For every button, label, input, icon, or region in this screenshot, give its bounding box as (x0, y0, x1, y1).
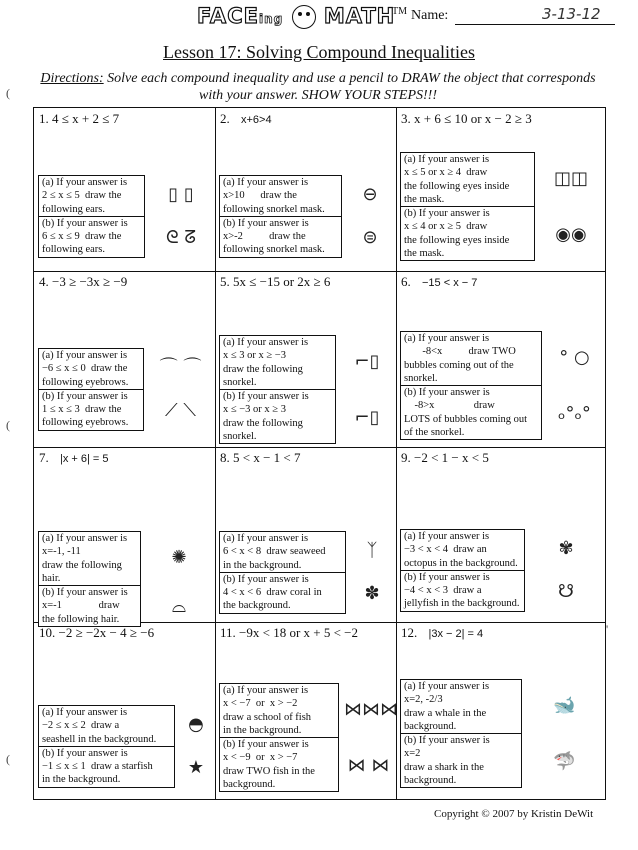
problem-cell-10 (37, 623, 212, 798)
problem-number: 5. (220, 274, 230, 289)
answer-option-line: x=2, -2/3 (404, 694, 443, 706)
problem-cell-2 (218, 109, 393, 270)
whale-icon: 🐋 (553, 695, 576, 717)
answer-option-line: (a) If your answer is (223, 337, 309, 348)
many-bubbles-icon: ₒ°ₒ° (558, 402, 591, 424)
name-field-line[interactable] (455, 24, 615, 25)
answer-option-line: snorkel. (223, 376, 257, 388)
answer-option-line: 1 ≤ x ≤ 3 draw the (42, 404, 122, 416)
copyright: Copyright © 2007 by Kristin DeWit (434, 808, 594, 820)
handwritten-equation: −15 < x − 7 (422, 277, 478, 289)
snorkel-mask-icon: ⊖ (362, 184, 378, 206)
problem-statement (39, 625, 162, 641)
answer-option-a (220, 684, 338, 737)
answer-option-b (220, 737, 338, 791)
answer-option-line: following ears. (42, 203, 105, 215)
problem-equation: −9x < 18 or x + 5 < −2 (239, 625, 359, 640)
answer-option-line: (b) If your answer is (42, 390, 128, 402)
answer-options-box (38, 705, 175, 788)
answer-option-line: (b) If your answer is (42, 747, 128, 759)
answer-option-line: octopus in the background. (404, 557, 518, 569)
answer-option-line: (b) If your answer is (223, 391, 309, 403)
answer-option-line: x=-1, -11 (42, 546, 81, 558)
answer-options-box (38, 175, 145, 258)
answer-option-line: (a) If your answer is (404, 333, 490, 344)
answer-option-line: hair. (42, 572, 61, 584)
answer-option-line: draw a school of fish (223, 711, 312, 723)
answer-option-line: (b) If your answer is (223, 573, 309, 585)
problem-number: 8. (220, 450, 230, 465)
answer-option-line: 6 < x < 8 draw seaweed (223, 546, 326, 558)
curly-hair-icon: ⌓ (171, 596, 187, 618)
answer-option-line: x ≤ 5 or x ≥ 4 draw (404, 167, 488, 179)
answer-option-line: (a) If your answer is (223, 533, 309, 544)
answer-option-line: background. (404, 775, 457, 787)
margin-mark: ( (6, 86, 10, 100)
problem-statement (220, 625, 366, 641)
answer-option-line: (a) If your answer is (42, 533, 128, 544)
answer-option-line: 2 ≤ x ≤ 5 draw the (42, 190, 122, 202)
problem-equation: −2 < 1 − x < 5 (414, 450, 489, 465)
answer-option-line: (b) If your answer is (223, 739, 309, 751)
answer-option-b (401, 385, 541, 439)
answer-option-line: (b) If your answer is (223, 217, 309, 229)
answer-option-line: x=-1 draw (42, 600, 120, 612)
answer-option-line: draw a whale in the (404, 707, 487, 719)
answer-option-line: (b) If your answer is (404, 735, 490, 747)
answer-options-box (400, 152, 535, 261)
answer-option-line: draw the following (42, 559, 122, 571)
problem-cell-3 (399, 109, 602, 270)
directions-lead: Directions: (40, 71, 104, 86)
problem-equation: −2 ≥ −2x − 4 ≥ −6 (58, 625, 155, 640)
handwritten-equation: x+6>4 (241, 114, 272, 126)
answer-option-a (39, 176, 144, 216)
answer-option-line: -8>x draw (404, 400, 495, 412)
answer-option-line: (b) If your answer is (404, 571, 490, 583)
answer-option-b (39, 746, 174, 787)
seaweed-icon: ᛉ (366, 540, 378, 562)
answer-option-line: background. (223, 779, 276, 791)
answer-option-line: x>10 draw the (223, 190, 297, 202)
answer-options-box (219, 175, 342, 258)
smiley-face-icon (292, 5, 316, 29)
problem-cell-7 (37, 448, 212, 625)
problem-grid (33, 107, 609, 800)
answer-option-line: (b) If your answer is (404, 208, 490, 220)
problem-cell-1 (37, 109, 212, 270)
answer-option-b (401, 733, 521, 787)
answer-options-box (38, 348, 144, 431)
answer-option-line: following snorkel mask. (223, 244, 325, 256)
answer-option-a (401, 332, 541, 385)
answer-option-line: the mask. (404, 193, 445, 205)
answer-option-line: x ≤ −3 or x ≥ 3 (223, 404, 286, 416)
answer-option-a (220, 532, 345, 572)
answer-option-line: the following hair. (42, 613, 120, 625)
answer-option-line: 6 ≤ x ≤ 9 draw the (42, 231, 122, 243)
handwritten-equation: |x + 6| = 5 (60, 453, 109, 465)
problem-statement (401, 274, 477, 290)
answer-option-b (220, 572, 345, 613)
octopus-icon: ✾ (558, 538, 574, 560)
answer-option-line: −6 ≤ x ≤ 0 draw the (42, 363, 128, 375)
answer-option-b (39, 216, 144, 257)
directions-text: Solve each compound inequality and use a pencil to DRAW the object that corresponds with your answer. SHOW YOUR STEPS!!! (103, 71, 596, 103)
answer-option-line: x ≤ 4 or x ≥ 5 draw (404, 221, 488, 233)
answer-option-line: bubbles coming out of the (404, 359, 514, 371)
round-eyes-icon: ◉◉ (555, 223, 587, 245)
problem-cell-12 (399, 623, 602, 798)
starfish-icon: ★ (187, 756, 205, 778)
facing-math-logo: FACEing MATH (197, 4, 396, 28)
answer-option-a (401, 680, 521, 733)
problem-cell-11 (218, 623, 398, 798)
problem-number: 2. (220, 111, 230, 126)
answer-option-a (39, 706, 174, 746)
round-ears-icon: ᘓ ᘔ (165, 226, 197, 248)
answer-option-line: (a) If your answer is (42, 707, 128, 718)
answer-options-box (38, 531, 141, 627)
problem-number: 1. (39, 111, 49, 126)
shark-icon: 🦈 (553, 750, 576, 772)
answer-option-line: −3 < x < 4 draw an (404, 544, 487, 556)
jellyfish-icon: ☋ (558, 580, 574, 602)
answer-option-line: (a) If your answer is (223, 685, 309, 696)
answer-option-line: 4 < x < 6 draw coral in (223, 587, 322, 599)
answer-options-box (400, 331, 542, 440)
answer-option-line: draw TWO fish in the (223, 765, 315, 777)
answer-option-line: (b) If your answer is (42, 217, 128, 229)
two-bubbles-icon: ° ○ (559, 347, 590, 369)
open-eyes-icon: ◫◫ (553, 168, 588, 190)
problem-statement (220, 274, 338, 290)
problem-statement (220, 111, 272, 127)
problem-equation: −3 ≥ −3x ≥ −9 (52, 274, 128, 289)
answer-option-line: in the background. (223, 559, 302, 571)
answer-option-line: following snorkel mask. (223, 203, 325, 215)
answer-option-line: (a) If your answer is (404, 531, 490, 542)
answer-option-line: (a) If your answer is (404, 154, 490, 165)
problem-cell-5 (218, 272, 393, 446)
answer-option-line: the mask. (404, 248, 445, 260)
answer-option-line: draw the following (223, 417, 303, 429)
answer-option-line: of the snorkel. (404, 427, 465, 439)
answer-option-a (401, 153, 534, 206)
trademark: TM (392, 6, 407, 17)
answer-option-line: (a) If your answer is (42, 177, 128, 188)
answer-option-line: following ears. (42, 244, 105, 256)
answer-option-line: the background. (223, 600, 291, 612)
answer-options-box (219, 335, 336, 444)
problem-statement (39, 274, 135, 290)
grid-divider (396, 108, 397, 799)
problem-number: 7. (39, 450, 49, 465)
square-ears-icon: ▯ ▯ (168, 184, 194, 206)
problem-cell-8 (218, 448, 393, 621)
answer-option-line: x < −9 or x > −7 (223, 752, 298, 764)
answer-option-line: background. (404, 720, 457, 732)
margin-mark: ( (6, 752, 10, 766)
problem-number: 12. (401, 625, 418, 640)
snorkel-tube-alt-icon: ⌐▯ (354, 406, 380, 428)
problem-number: 10. (39, 625, 56, 640)
problem-number: 9. (401, 450, 411, 465)
problem-statement (401, 111, 540, 127)
handwritten-date: 3-13-12 (542, 5, 601, 23)
answer-option-line: in the background. (223, 724, 302, 736)
answer-options-box (219, 683, 339, 792)
answer-option-line: draw a shark in the (404, 761, 484, 773)
arched-eyebrows-icon: ⌒ ⌒ (159, 357, 202, 379)
answer-option-b (39, 389, 143, 430)
answer-option-line: seashell in the background. (42, 733, 157, 745)
answer-option-line: (b) If your answer is (404, 387, 490, 399)
problem-statement (220, 450, 309, 466)
answer-option-line: -8<x draw TWO (404, 346, 516, 358)
problem-number: 3. (401, 111, 411, 126)
grid-divider (215, 108, 216, 799)
answer-option-line: −1 ≤ x ≤ 1 draw a starfish (42, 761, 153, 773)
answer-option-line: (b) If your answer is (42, 587, 128, 599)
seashell-icon: ◓ (188, 714, 204, 736)
problem-cell-6 (399, 272, 602, 446)
slanted-eyebrows-icon: ⟋ ⟍ (165, 399, 196, 421)
answer-option-line: snorkel. (223, 431, 257, 443)
problem-statement (39, 450, 109, 466)
problem-number: 4. (39, 274, 49, 289)
margin-mark: ( (6, 418, 10, 432)
answer-option-line: jellyfish in the background. (404, 598, 520, 610)
answer-option-line: following eyebrows. (42, 376, 129, 388)
margin-mark: ' (606, 622, 609, 636)
answer-option-b (401, 570, 524, 611)
problem-cell-9 (399, 448, 602, 621)
answer-option-b (220, 216, 341, 257)
answer-option-b (39, 585, 140, 626)
directions (38, 70, 598, 104)
spiky-hair-icon: ✺ (171, 547, 187, 569)
problem-statement (401, 625, 483, 641)
answer-option-line: following eyebrows. (42, 417, 129, 429)
page-title: Lesson 17: Solving Compound Inequalities (163, 42, 475, 62)
answer-option-line: (a) If your answer is (223, 177, 309, 188)
answer-option-line: −2 ≤ x ≤ 2 draw a (42, 720, 120, 732)
problem-equation: 4 ≤ x + 2 ≤ 7 (52, 111, 120, 126)
answer-option-line: LOTS of bubbles coming out (404, 413, 528, 425)
answer-option-line: −4 < x < 3 draw a (404, 585, 482, 597)
answer-options-box (400, 679, 522, 788)
problem-number: 11. (220, 625, 236, 640)
handwritten-equation: |3x − 2| = 4 (428, 628, 484, 640)
answer-options-box (219, 531, 346, 614)
problem-equation: 5 < x − 1 < 7 (233, 450, 301, 465)
answer-option-line: x ≤ 3 or x ≥ −3 (223, 350, 286, 362)
two-fish-icon: ⋈ ⋈ (347, 754, 390, 776)
answer-options-box (400, 529, 525, 612)
answer-option-line: the following eyes inside (404, 180, 510, 192)
answer-option-line: draw the following (223, 363, 303, 375)
problem-statement (401, 450, 497, 466)
answer-option-line: x>-2 draw the (223, 231, 306, 243)
answer-option-b (401, 206, 534, 260)
answer-option-a (401, 530, 524, 570)
problem-equation: x + 6 ≤ 10 or x − 2 ≥ 3 (414, 111, 532, 126)
problem-statement (39, 111, 127, 127)
answer-option-a (39, 349, 143, 389)
answer-option-a (220, 336, 335, 389)
snorkel-mask-eyes-icon: ⊜ (362, 226, 378, 248)
snorkel-tube-icon: ⌐▯ (354, 351, 380, 373)
answer-option-a (220, 176, 341, 216)
answer-option-b (220, 389, 335, 443)
name-label: Name: (411, 8, 449, 23)
answer-option-line: in the background. (42, 774, 121, 786)
school-of-fish-icon: ⋈⋈⋈ (344, 699, 398, 721)
answer-option-line: (a) If your answer is (404, 681, 490, 692)
answer-option-line: snorkel. (404, 372, 438, 384)
answer-option-line: (a) If your answer is (42, 350, 128, 361)
answer-option-line: x < −7 or x > −2 (223, 698, 298, 710)
answer-option-line: x=2 (404, 748, 421, 760)
problem-cell-4 (37, 272, 212, 446)
problem-equation: 5x ≤ −15 or 2x ≥ 6 (233, 274, 331, 289)
answer-option-line: the following eyes inside (404, 234, 510, 246)
answer-option-a (39, 532, 140, 585)
problem-number: 6. (401, 274, 411, 289)
coral-icon: ✽ (364, 582, 380, 604)
